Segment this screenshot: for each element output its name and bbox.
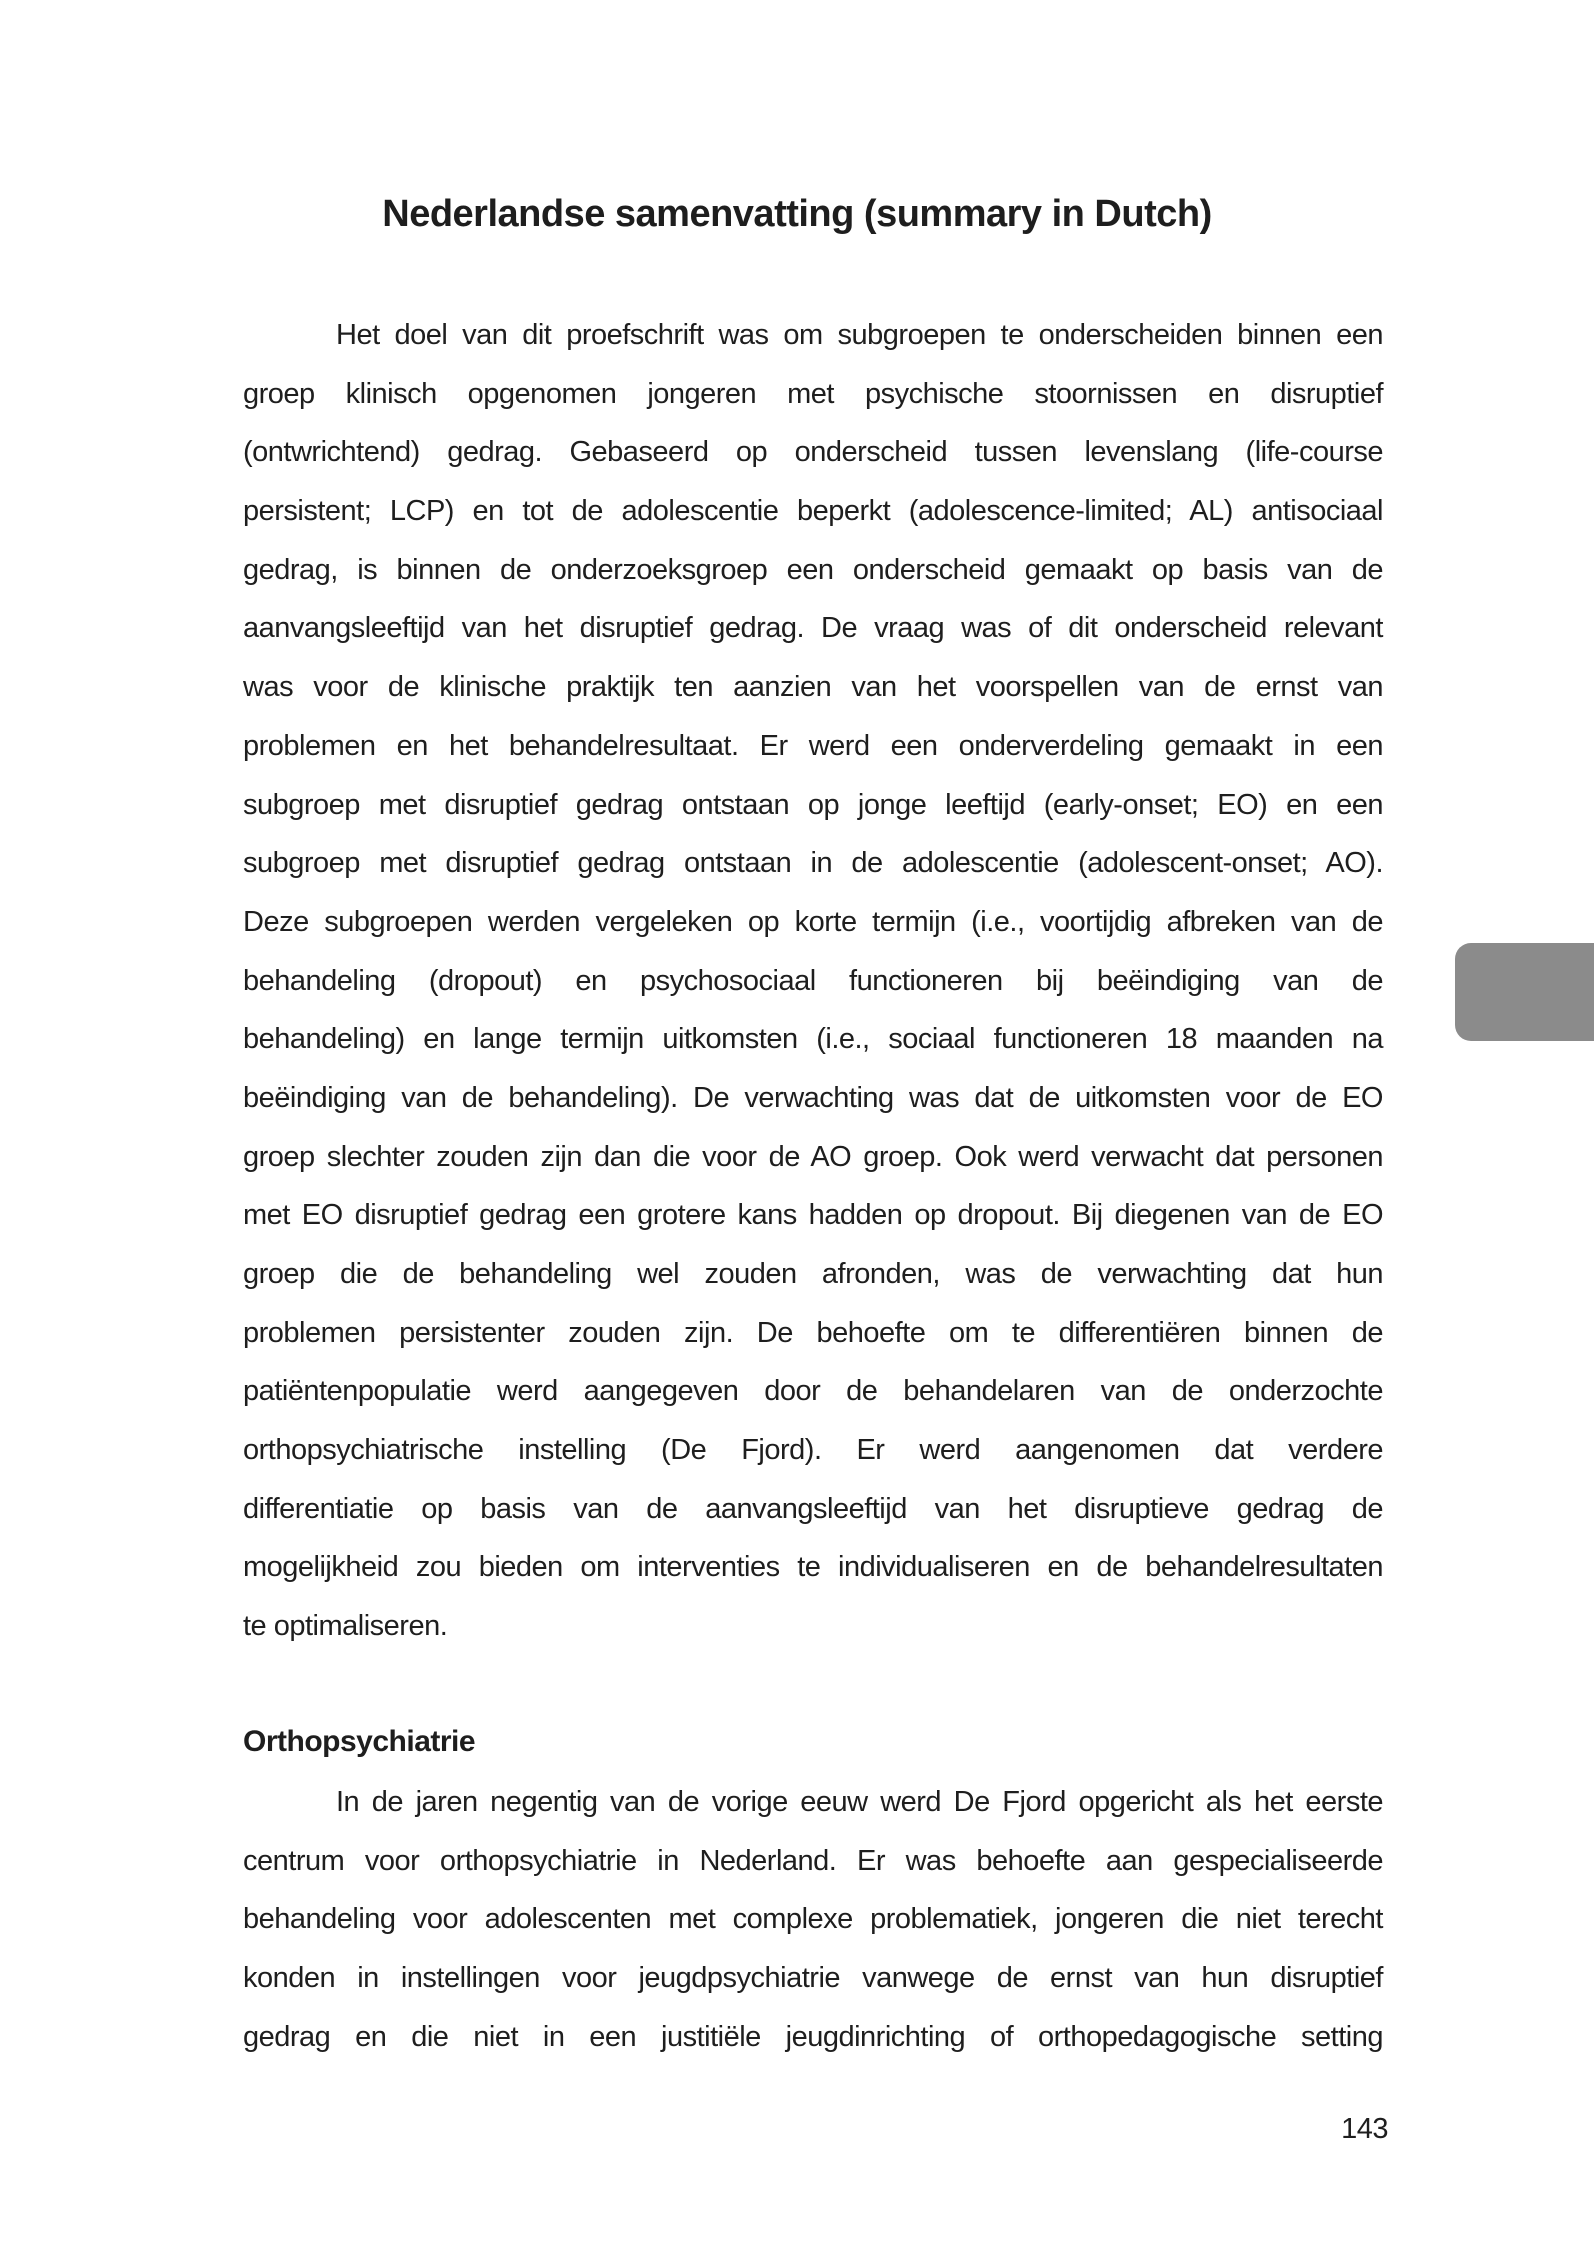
text-line: In de jaren negentig van de vorige eeuw werd De Fjord opgericht als het eerste — [336, 1786, 1383, 1818]
text-line: groep klinisch opgenomen jongeren met psychische stoornissen en disruptief — [243, 377, 1383, 410]
text-line: problemen persistenter zouden zijn. De behoefte om te differentiëren binnen de — [243, 1316, 1383, 1349]
text-line: was voor de klinische praktijk ten aanzien van het voorspellen van de ernst van — [243, 671, 1383, 704]
page-number: 143 — [1341, 2113, 1388, 2145]
text-line: problemen en het behandelresultaat. Er werd een onderverdeling gemaakt in een — [243, 729, 1383, 762]
text-line: Deze subgroepen werden vergeleken op korte termijn (i.e., voortijdig afbreken van de — [243, 905, 1383, 938]
summary-paragraph — [243, 306, 1383, 1656]
text-line: konden in instellingen voor jeugdpsychiatrie vanwege de ernst van hun disruptief — [243, 1962, 1383, 1995]
text-line: (ontwrichtend) gedrag. Gebaseerd op onderscheid tussen levenslang (life-course — [243, 436, 1383, 469]
text-line: te optimaliseren. — [243, 1610, 448, 1643]
text-line: Het doel van dit proefschrift was om subgroepen te onderscheiden binnen een — [336, 319, 1383, 351]
text-line: behandeling (dropout) en psychosociaal functioneren bij beëindiging van de — [243, 964, 1383, 997]
text-line: behandeling) en lange termijn uitkomsten (i.e., sociaal functioneren 18 maanden na — [243, 1023, 1383, 1056]
text-line: groep slechter zouden zijn dan die voor de AO groep. Ook werd verwacht dat personen — [243, 1140, 1383, 1173]
chapter-tab-marker — [1455, 943, 1594, 1041]
text-line: groep die de behandeling wel zouden afronden, was de verwachting dat hun — [243, 1258, 1383, 1290]
text-line: gedrag, is binnen de onderzoeksgroep een onderscheid gemaakt op basis van de — [243, 553, 1383, 586]
text-line: differentiatie op basis van de aanvangsleeftijd van het disruptieve gedrag de — [243, 1492, 1383, 1525]
text-line: behandeling voor adolescenten met complexe problematiek, jongeren die niet terecht — [243, 1903, 1383, 1936]
orthopsychiatrie-paragraph — [243, 1773, 1383, 2066]
section-heading-orthopsychiatrie: Orthopsychiatrie — [243, 1725, 476, 1758]
text-line: persistent; LCP) en tot de adolescentie beperkt (adolescence-limited; AL) antisociaal — [243, 495, 1383, 528]
text-line: aanvangsleeftijd van het disruptief gedrag. De vraag was of dit onderscheid relevant — [243, 612, 1383, 645]
text-line: met EO disruptief gedrag een grotere kans hadden op dropout. Bij diegenen van de EO — [243, 1199, 1383, 1232]
text-line: centrum voor orthopsychiatrie in Nederland. Er was behoefte aan gespecialiseerde — [243, 1844, 1383, 1877]
text-line: mogelijkheid zou bieden om interventies te individualiseren en de behandelresultaten — [243, 1551, 1383, 1584]
text-line: patiëntenpopulatie werd aangegeven door de behandelaren van de onderzochte — [243, 1375, 1383, 1408]
page-title: Nederlandse samenvatting (summary in Dutch) — [382, 193, 1212, 235]
text-line: subgroep met disruptief gedrag ontstaan op jonge leeftijd (early-onset; EO) en een — [243, 788, 1383, 821]
text-line: gedrag en die niet in een justitiële jeugdinrichting of orthopedagogische setting — [243, 2020, 1383, 2053]
text-line: beëindiging van de behandeling). De verwachting was dat de uitkomsten voor de EO — [243, 1081, 1383, 1114]
text-line: subgroep met disruptief gedrag ontstaan in de adolescentie (adolescent-onset; AO). — [243, 847, 1383, 880]
text-line: orthopsychiatrische instelling (De Fjord). Er werd aangenomen dat verdere — [243, 1434, 1383, 1467]
